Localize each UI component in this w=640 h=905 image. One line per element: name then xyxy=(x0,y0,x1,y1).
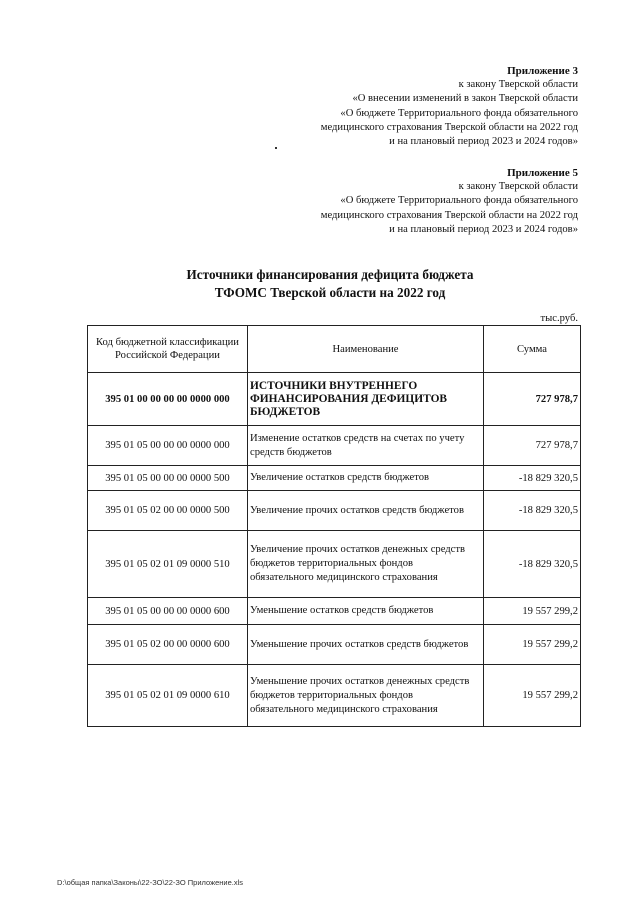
row-amount: -18 829 320,5 xyxy=(484,531,581,598)
row-code: 395 01 05 02 00 00 0000 600 xyxy=(88,625,248,665)
stray-dot xyxy=(275,147,277,149)
row-code: 395 01 05 00 00 00 0000 500 xyxy=(88,466,248,491)
table-row xyxy=(88,598,581,625)
table-header-row xyxy=(88,326,581,373)
appendix-3-line: медицинского страхования Тверской области на 2022 год xyxy=(320,121,578,133)
row-name: Увеличение остатков средств бюджетов xyxy=(248,466,484,491)
table-row xyxy=(88,531,581,598)
row-name: Уменьшение остатков средств бюджетов xyxy=(248,598,484,625)
appendix-3-header xyxy=(321,64,578,149)
units-label: тыс.руб. xyxy=(540,313,578,324)
row-amount: 727 978,7 xyxy=(484,373,581,426)
appendix-3-line: «О бюджете Территориального фонда обязательного xyxy=(340,107,578,119)
row-code: 395 01 05 00 00 00 0000 600 xyxy=(88,598,248,625)
table-row xyxy=(88,373,581,426)
appendix-3-title: Приложение 3 xyxy=(507,65,578,77)
file-path-footer: D:\общая папка\Законы\22-ЗО\22-ЗО Приложение.xls xyxy=(57,878,244,887)
row-code: 395 01 05 00 00 00 0000 000 xyxy=(88,426,248,466)
row-name: Изменение остатков средств на счетах по учету средств бюджетов xyxy=(248,426,484,466)
row-amount: 727 978,7 xyxy=(484,426,581,466)
table-row xyxy=(88,466,581,491)
appendix-5-header xyxy=(321,166,578,237)
appendix-5-title: Приложение 5 xyxy=(507,167,578,179)
header-name: Наименование xyxy=(248,326,484,373)
appendix-3-line: «О внесении изменений в закон Тверской области xyxy=(352,93,578,105)
row-code: 395 01 00 00 00 00 0000 000 xyxy=(88,373,248,426)
row-name: Увеличение прочих остатков денежных средств бюджетов территориальных фондов обязательного медицинского страхования xyxy=(248,531,484,598)
row-code: 395 01 05 02 01 09 0000 510 xyxy=(88,531,248,598)
row-name: Уменьшение прочих остатков средств бюджетов xyxy=(248,625,484,665)
row-name: Уменьшение прочих остатков денежных средств бюджетов территориальных фондов обязательного медицинского страхования xyxy=(248,665,484,727)
appendix-5-line: медицинского страхования Тверской области на 2022 год xyxy=(320,209,578,221)
appendix-5-line: «О бюджете Территориального фонда обязательного xyxy=(340,195,578,207)
document-title-line-1: Источники финансирования дефицита бюджета xyxy=(186,267,474,282)
appendix-5-line: и на плановый период 2023 и 2024 годов» xyxy=(389,223,578,235)
row-amount: 19 557 299,2 xyxy=(484,665,581,727)
appendix-3-line: и на плановый период 2023 и 2024 годов» xyxy=(389,136,578,148)
row-code: 395 01 05 02 01 09 0000 610 xyxy=(88,665,248,727)
appendix-5-line: к закону Тверской области xyxy=(458,181,578,193)
row-amount: -18 829 320,5 xyxy=(484,491,581,531)
financing-sources-table xyxy=(87,325,581,727)
row-amount: 19 557 299,2 xyxy=(484,598,581,625)
header-code: Код бюджетной классификации Российской Федерации xyxy=(88,326,248,373)
table-row xyxy=(88,426,581,466)
row-amount: -18 829 320,5 xyxy=(484,466,581,491)
appendix-3-line: к закону Тверской области xyxy=(458,79,578,91)
row-name: Увеличение прочих остатков средств бюджетов xyxy=(248,491,484,531)
row-name: ИСТОЧНИКИ ВНУТРЕННЕГО ФИНАНСИРОВАНИЯ ДЕФИЦИТОВ БЮДЖЕТОВ xyxy=(248,373,484,426)
row-code: 395 01 05 02 00 00 0000 500 xyxy=(88,491,248,531)
document-title-line-2: ТФОМС Тверской области на 2022 год xyxy=(214,285,446,300)
row-amount: 19 557 299,2 xyxy=(484,625,581,665)
header-amount: Сумма xyxy=(484,326,581,373)
table-row xyxy=(88,491,581,531)
table-row xyxy=(88,665,581,727)
table-row xyxy=(88,625,581,665)
